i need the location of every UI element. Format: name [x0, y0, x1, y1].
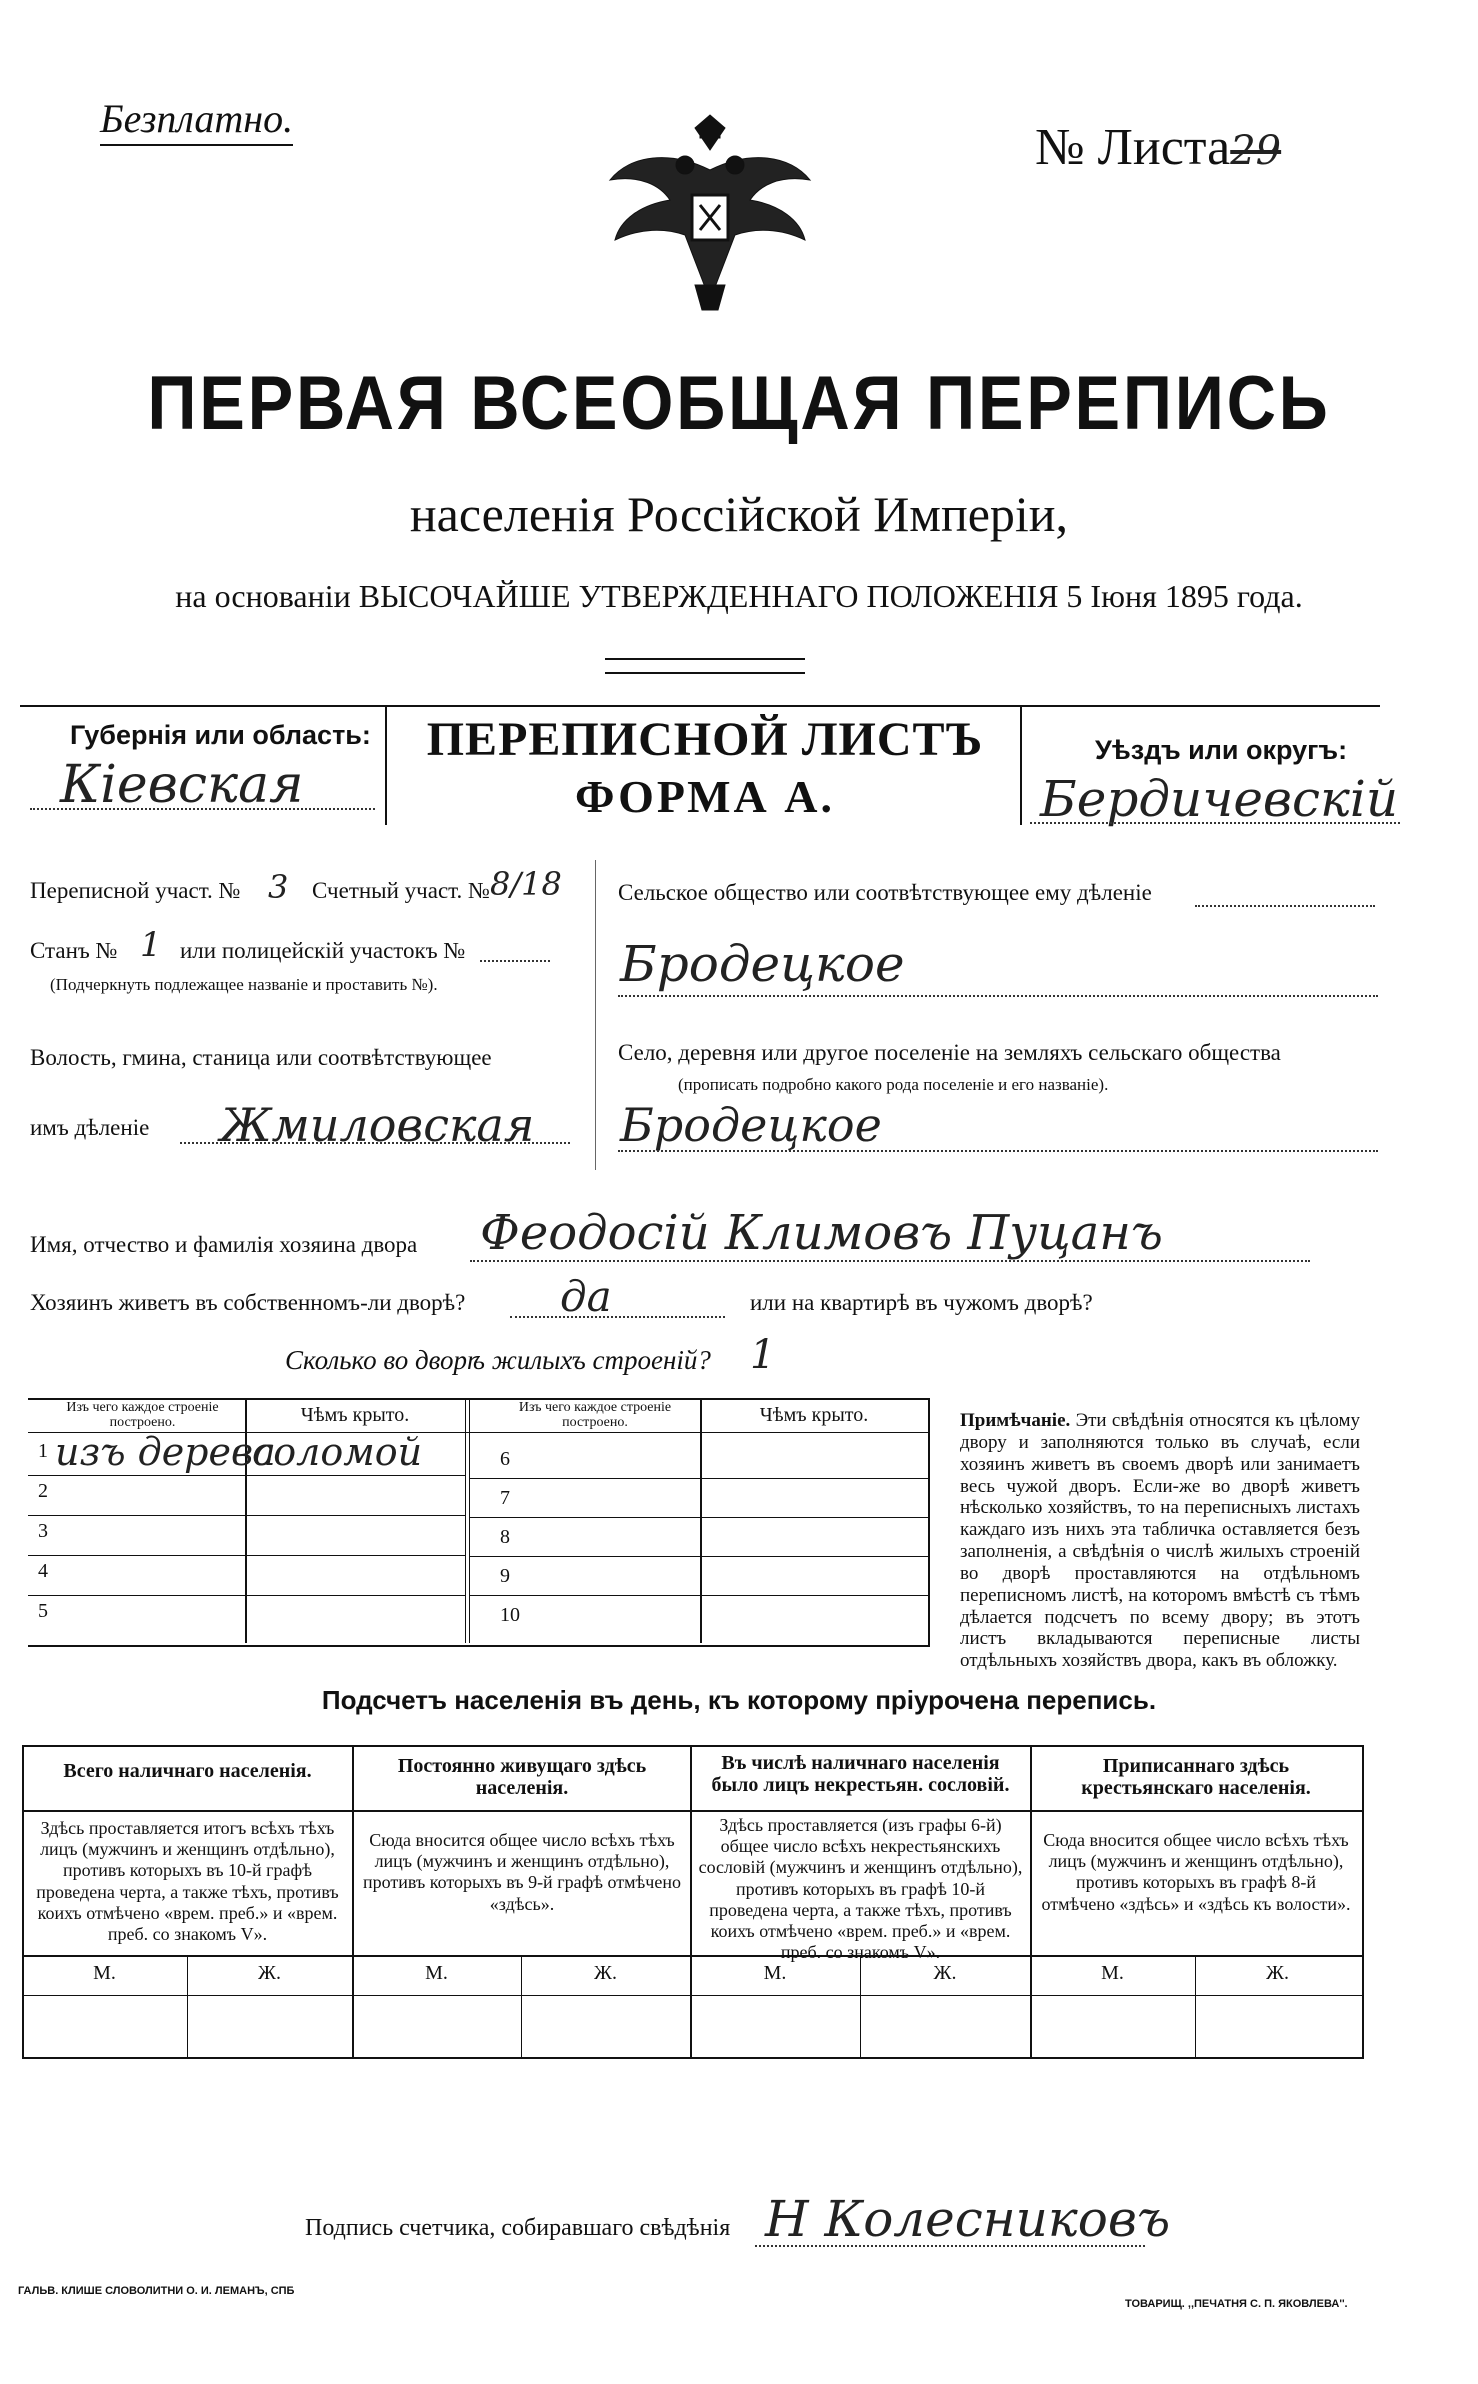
col-roof-right: Чѣмъ крыто.: [759, 1404, 869, 1426]
building-row: 5: [38, 1600, 48, 1622]
pop-col-m: М.: [425, 1962, 448, 1984]
basis-line: на основаніи ВЫСОЧАЙШЕ УТВЕРЖДЕННАГО ПОЛОЖЕНІЯ 5 Іюня 1895 года.: [175, 578, 1303, 614]
census-section-value: 3: [268, 868, 289, 906]
pop-col-m: М.: [93, 1962, 116, 1984]
volost-label: Волость, гмина, станица или соотвѣтствующее: [30, 1045, 492, 1070]
apartment-label: или на квартирѣ въ чужомъ дворѣ?: [750, 1290, 1093, 1315]
sheet-number-label: № Листа29: [1035, 119, 1282, 176]
buildings-label: Сколько во дворѣ жилыхъ строеній?: [285, 1345, 711, 1375]
col-material-left: Изъ чего каждое строеніе построено.: [66, 1400, 219, 1431]
building-row: 6: [500, 1448, 510, 1470]
pop-col-text: Здѣсь проставляется итогъ всѣхъ тѣхъ лицъ (мужчинъ и женщинъ отдѣльно), противъ которыхъ въ 10-й графѣ проведена черта, а также тѣхъ, противъ коихъ отмѣчено «врем. преб.» и «врем. преб. со знакомъ V».: [36, 1818, 339, 1945]
note-block: [960, 1410, 1360, 1672]
village-value: Бродецкое: [620, 1098, 882, 1152]
pop-col-m: М.: [1101, 1962, 1124, 1984]
page-title: ПЕРВАЯ ВСЕОБЩАЯ ПЕРЕПИСЬ: [147, 361, 1331, 446]
buildings-value: 1: [750, 1332, 776, 1378]
pop-col-m: М.: [763, 1962, 787, 1984]
pop-col-text: Сюда вносится общее число всѣхъ тѣхъ лицъ (мужчинъ и женщинъ отдѣльно), противъ которыхъ въ графѣ 8-й отмѣчено «здѣсь» и «здѣсь къ волости».: [1041, 1830, 1351, 1914]
underline-note: (Подчеркнуть подлежащее названіе и проставить №).: [50, 975, 438, 994]
pop-col-head: Въ числѣ наличнаго населенія было лицъ некрестьян. сословій.: [711, 1752, 1010, 1796]
printer-right: ТОВАРИЩ. ,,ПЕЧАТНЯ С. П. ЯКОВЛЕВА''.: [1125, 2298, 1348, 2310]
village-label: Село, деревня или другое поселеніе на земляхъ сельскаго общества: [618, 1040, 1281, 1065]
stan-label: Станъ №: [30, 938, 118, 963]
pop-col-text: Сюда вносится общее число всѣхъ тѣхъ лицъ (мужчинъ и женщинъ отдѣльно), противъ которыхъ въ 9-й графѣ отмѣчено «здѣсь».: [363, 1830, 681, 1914]
building-material: изъ дерева: [55, 1430, 276, 1474]
pop-col-head: Приписаннаго здѣсь крестьянскаго населенія.: [1081, 1755, 1311, 1799]
sheet-number-value: 29: [1230, 128, 1282, 174]
census-section-label: Переписной участ. №: [30, 878, 241, 903]
pop-col-f: Ж.: [594, 1962, 617, 1984]
building-row: 9: [500, 1565, 510, 1587]
own-yard-value: да: [560, 1272, 612, 1321]
building-row: 3: [38, 1520, 48, 1542]
pop-col-head: Постоянно живущаго здѣсь населенія.: [397, 1755, 647, 1799]
page-subtitle: населенія Россійской Имперіи,: [409, 486, 1069, 542]
col-roof-left: Чѣмъ крыто.: [300, 1404, 410, 1426]
top-block-border: [20, 705, 1380, 707]
signature-label: Подпись счетчика, собиравшаго свѣдѣнія: [305, 2215, 731, 2241]
note-text: Эти свѣдѣнія относятся къ цѣлому двору и заполняются только въ случаѣ, если хозяинъ живетъ въ своемъ дворѣ или занимаетъ весь чужой дворъ. Если-же во дворѣ живетъ нѣсколько хозяйствъ, то на переписныхъ листахъ каждаго изъ нихъ эта табличка оставляется безъ заполненія, а свѣдѣнія о числѣ жилыхъ строеній во дворѣ проставляются на отдѣльномъ переписномъ листѣ, на которомъ вмѣстѣ съ тѣмъ дѣлается подсчетъ по всему двору; въ этотъ листъ вкладываются переписные листы отдѣльныхъ хозяйствъ двора, какъ въ обложку.: [960, 1410, 1360, 1672]
pop-col-f: Ж.: [258, 1962, 281, 1984]
gubernia-label: Губернія или область:: [70, 720, 371, 750]
stan-value: 1: [140, 925, 162, 965]
building-row: 2: [38, 1480, 48, 1502]
ornament-divider: [605, 658, 805, 674]
owner-label: Имя, отчество и фамилія хозяина двора: [30, 1232, 418, 1257]
population-title: Подсчетъ населенія въ день, къ которому пріурочена перепись.: [321, 1685, 1157, 1715]
police-label: или полицейскій участокъ №: [180, 938, 466, 963]
building-row: 1: [38, 1440, 48, 1462]
own-yard-label: Хозяинъ живетъ въ собственномъ-ли дворѣ?: [30, 1290, 466, 1315]
pop-col-text: Здѣсь проставляется (изъ графы 6-й) общее число всѣхъ некрестьянскихъ сословій (мужчинъ и женщинъ отдѣльно), противъ которыхъ въ графѣ 10-й проведена черта, а также тѣхъ, противъ коихъ отмѣчено «врем. преб.» и «врем. преб. со знакомъ V».: [698, 1815, 1023, 1963]
form-subtitle: ФОРМА А.: [575, 771, 835, 822]
uezd-value: Бердичевскій: [1040, 770, 1399, 828]
pop-col-f: Ж.: [1266, 1962, 1289, 1984]
pop-col-head: Всего наличнаго населенія.: [63, 1760, 312, 1782]
society-value: Бродецкое: [620, 935, 905, 993]
signature-value: Н Колесниковъ: [765, 2190, 1171, 2248]
note-title: Примѣчаніе.: [960, 1410, 1071, 1431]
count-section-value: 8/18: [490, 865, 562, 903]
col-material-right: Изъ чего каждое строеніе построено.: [518, 1400, 672, 1431]
free-label: Безплатно.: [100, 95, 293, 146]
building-row: 4: [38, 1560, 48, 1582]
building-row: 8: [500, 1526, 510, 1548]
uezd-label: Уѣздъ или округъ:: [1095, 735, 1348, 765]
building-row: 7: [500, 1487, 510, 1509]
owner-value: Феодосій Климовъ Пуцанъ: [480, 1205, 1163, 1261]
printer-left: ГАЛЬВ. КЛИШЕ СЛОВОЛИТНИ О. И. ЛЕМАНЪ, СПБ: [18, 2285, 295, 2297]
count-section-label: Счетный участ. №: [312, 878, 490, 903]
gubernia-value: Кіевская: [60, 755, 304, 815]
building-roof: соломой: [252, 1430, 423, 1474]
pop-col-f: Ж.: [933, 1962, 957, 1984]
coat-of-arms-icon: [600, 110, 820, 315]
building-row: 10: [500, 1604, 520, 1626]
volost-value: Жмиловская: [220, 1098, 535, 1152]
volost-label-2: имъ дѣленіе: [30, 1115, 150, 1140]
village-note: (прописать подробно какого рода поселеніе и его названіе).: [678, 1075, 1109, 1094]
society-label: Сельское общество или соотвѣтствующее ему дѣленіе: [618, 880, 1152, 905]
form-title: ПЕРЕПИСНОЙ ЛИСТЪ: [426, 713, 984, 766]
